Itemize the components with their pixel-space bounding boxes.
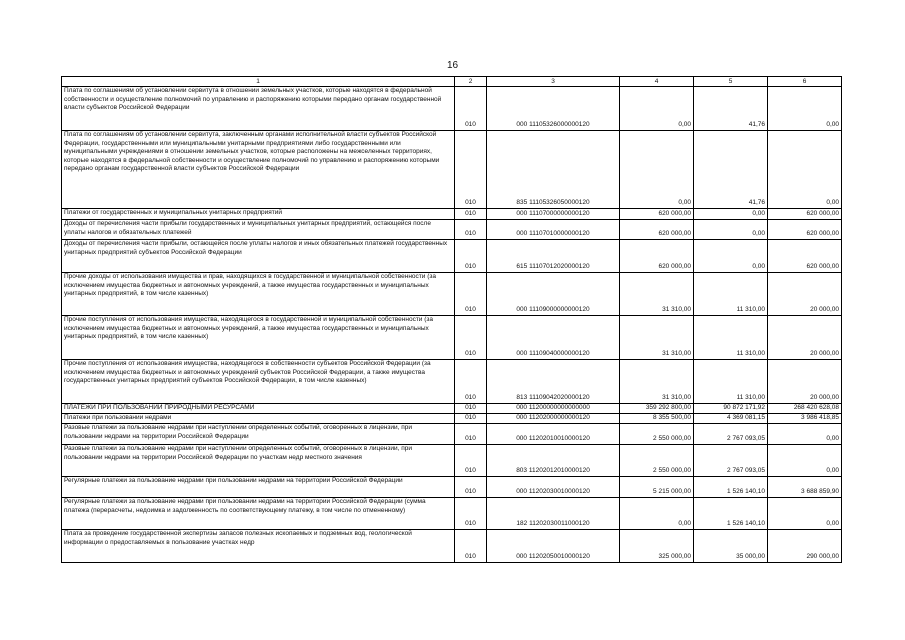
- row-approved: 620 000,00: [620, 240, 694, 273]
- row-name: Доходы от перечисления части прибыли государственных и муниципальных унитарных предприятий, остающейся после уплаты налогов и обязательных платежей: [62, 220, 455, 240]
- row-executed: 90 872 171,92: [694, 404, 768, 414]
- revenue-table: [61, 76, 842, 563]
- row-name: ПЛАТЕЖИ ПРИ ПОЛЬЗОВАНИИ ПРИРОДНЫМИ РЕСУРСАМИ: [62, 404, 455, 414]
- row-line-code: 010: [455, 316, 487, 360]
- row-unexecuted: 620 000,00: [768, 220, 842, 240]
- table-row: [62, 316, 842, 360]
- table-row: [62, 498, 842, 530]
- row-executed: 0,00: [694, 220, 768, 240]
- row-name: Прочие поступления от использования имущества, находящегося в государственной и муниципальной собственности (за исключением имущества бюджетных и автономных учреждений, а также имущества государственных и муниципальных унитарных предприятий, в том числе казенных): [62, 316, 455, 360]
- table-row: [62, 424, 842, 445]
- row-budget-code: 000 11109040000000120: [487, 316, 620, 360]
- row-line-code: 010: [455, 424, 487, 445]
- row-line-code: 010: [455, 273, 487, 316]
- row-name: Плата по соглашениям об установлении сервитута, заключенным органами исполнительной власти субъектов Российской Федерации, государственными или муниципальными унитарными предприятиями либо государственными или муниципальными учреждениями в отношении земельных участков, которые расположены на межселенных территориях, которые находятся в федеральной собственности и осуществление полномочий по управлению и распоряжению которыми передано органам государственной власти субъектов Российской Федерации: [62, 131, 455, 209]
- row-budget-code: 000 11109000000000120: [487, 273, 620, 316]
- row-unexecuted: 620 000,00: [768, 240, 842, 273]
- row-unexecuted: 290 000,00: [768, 530, 842, 563]
- row-approved: 0,00: [620, 87, 694, 131]
- row-approved: 5 215 000,00: [620, 477, 694, 498]
- column-header-name: 1: [62, 77, 455, 87]
- row-approved: 359 292 800,00: [620, 404, 694, 414]
- row-line-code: 010: [455, 87, 487, 131]
- column-header-line-code: 2: [455, 77, 487, 87]
- row-executed: 2 767 093,05: [694, 424, 768, 445]
- row-unexecuted: 20 000,00: [768, 360, 842, 404]
- table-row: [62, 240, 842, 273]
- row-executed: 35 000,00: [694, 530, 768, 563]
- row-name: Платежи при пользовании недрами: [62, 414, 455, 424]
- row-approved: 31 310,00: [620, 360, 694, 404]
- page-number: 16: [446, 60, 459, 71]
- row-budget-code: 000 11105326000000120: [487, 87, 620, 131]
- row-line-code: 010: [455, 498, 487, 530]
- row-budget-code: 000 11202000000000120: [487, 414, 620, 424]
- table-row: [62, 360, 842, 404]
- row-budget-code: 000 11107000000000120: [487, 209, 620, 220]
- row-line-code: 010: [455, 209, 487, 220]
- row-approved: 620 000,00: [620, 209, 694, 220]
- table-row: [62, 404, 842, 414]
- row-name: Регулярные платежи за пользование недрами при пользовании недрами на территории Российской Федерации (сумма платежа (перерасчеты, недоимка и задолженность по соответствующему платежу, в том числе по отмененному): [62, 498, 455, 530]
- row-unexecuted: 3 688 859,90: [768, 477, 842, 498]
- row-name: Плата за проведение государственной экспертизы запасов полезных ископаемых и подземных вод, геологической информации о предоставляемых в пользование участках недр: [62, 530, 455, 563]
- row-budget-code: 000 11202050010000120: [487, 530, 620, 563]
- row-line-code: 010: [455, 477, 487, 498]
- row-line-code: 010: [455, 240, 487, 273]
- row-name: Регулярные платежи за пользование недрами при пользовании недрами на территории Российской Федерации: [62, 477, 455, 498]
- row-budget-code: 803 11202012010000120: [487, 445, 620, 477]
- row-executed: 41,76: [694, 131, 768, 209]
- row-budget-code: 813 11109042020000120: [487, 360, 620, 404]
- row-unexecuted: 0,00: [768, 498, 842, 530]
- column-header-unexecuted: 6: [768, 77, 842, 87]
- table-row: [62, 220, 842, 240]
- row-name: Плата по соглашениям об установлении сервитута в отношении земельных участков, которые находятся в федеральной собственности и осуществление полномочий по управлению и распоряжению которыми передано органам государственной власти субъектов Российской Федерации: [62, 87, 455, 131]
- row-executed: 11 310,00: [694, 316, 768, 360]
- row-line-code: 010: [455, 445, 487, 477]
- row-unexecuted: 0,00: [768, 87, 842, 131]
- row-line-code: 010: [455, 131, 487, 209]
- row-budget-code: 000 11202030010000120: [487, 477, 620, 498]
- row-budget-code: 615 11107012020000120: [487, 240, 620, 273]
- row-approved: 620 000,00: [620, 220, 694, 240]
- row-approved: 8 355 500,00: [620, 414, 694, 424]
- column-header-budget-code: 3: [487, 77, 620, 87]
- table-header-row: [62, 77, 842, 87]
- row-unexecuted: 0,00: [768, 131, 842, 209]
- table-row: [62, 87, 842, 131]
- row-approved: 31 310,00: [620, 273, 694, 316]
- row-line-code: 010: [455, 530, 487, 563]
- row-name: Прочие поступления от использования имущества, находящегося в собственности субъектов Российской Федерации (за исключением имущества бюджетных и автономных учреждений субъектов Российской Федерации, а также имущества государственных унитарных предприятий субъектов Российской Федерации, в том числе казенных): [62, 360, 455, 404]
- table-row: [62, 273, 842, 316]
- row-name: Разовые платежи за пользование недрами при наступлении определенных событий, оговоренных в лицензии, при пользовании недрами на территории Российской Федерации по участкам недр местного значения: [62, 445, 455, 477]
- row-approved: 0,00: [620, 131, 694, 209]
- row-executed: 2 767 093,05: [694, 445, 768, 477]
- row-name: Доходы от перечисления части прибыли, остающейся после уплаты налогов и иных обязательных платежей государственных унитарных предприятий субъектов Российской Федерации: [62, 240, 455, 273]
- row-executed: 1 526 140,10: [694, 477, 768, 498]
- row-executed: 4 369 081,15: [694, 414, 768, 424]
- row-executed: 1 526 140,10: [694, 498, 768, 530]
- row-approved: 2 550 000,00: [620, 424, 694, 445]
- row-executed: 41,76: [694, 87, 768, 131]
- row-unexecuted: 0,00: [768, 445, 842, 477]
- row-executed: 0,00: [694, 209, 768, 220]
- row-name: Прочие доходы от использования имущества и прав, находящихся в государственной и муниципальной собственности (за исключением имущества бюджетных и автономных учреждений, а также имущества государственных и муниципальных унитарных предприятий, в том числе казенных): [62, 273, 455, 316]
- row-unexecuted: 20 000,00: [768, 273, 842, 316]
- row-approved: 0,00: [620, 498, 694, 530]
- row-budget-code: 182 11202030011000120: [487, 498, 620, 530]
- row-line-code: 010: [455, 414, 487, 424]
- column-header-executed: 5: [694, 77, 768, 87]
- row-unexecuted: 0,00: [768, 424, 842, 445]
- row-name: Платежи от государственных и муниципальных унитарных предприятий: [62, 209, 455, 220]
- row-approved: 31 310,00: [620, 316, 694, 360]
- row-executed: 0,00: [694, 240, 768, 273]
- row-executed: 11 310,00: [694, 360, 768, 404]
- row-unexecuted: 268 420 628,08: [768, 404, 842, 414]
- table-row: [62, 209, 842, 220]
- column-header-approved: 4: [620, 77, 694, 87]
- row-approved: 2 550 000,00: [620, 445, 694, 477]
- table-row: [62, 477, 842, 498]
- row-budget-code: 835 11105326050000120: [487, 131, 620, 209]
- row-approved: 325 000,00: [620, 530, 694, 563]
- row-line-code: 010: [455, 404, 487, 414]
- table-row: [62, 530, 842, 563]
- row-unexecuted: 20 000,00: [768, 316, 842, 360]
- row-unexecuted: 3 986 418,85: [768, 414, 842, 424]
- row-line-code: 010: [455, 220, 487, 240]
- table-row: [62, 131, 842, 209]
- row-line-code: 010: [455, 360, 487, 404]
- table-row: [62, 445, 842, 477]
- row-unexecuted: 620 000,00: [768, 209, 842, 220]
- row-budget-code: 000 11202010010000120: [487, 424, 620, 445]
- row-budget-code: 000 11200000000000000: [487, 404, 620, 414]
- row-budget-code: 000 11107010000000120: [487, 220, 620, 240]
- row-executed: 11 310,00: [694, 273, 768, 316]
- table-row: [62, 414, 842, 424]
- row-name: Разовые платежи за пользование недрами при наступлении определенных событий, оговоренных в лицензии, при пользовании недрами на территории Российской Федерации: [62, 424, 455, 445]
